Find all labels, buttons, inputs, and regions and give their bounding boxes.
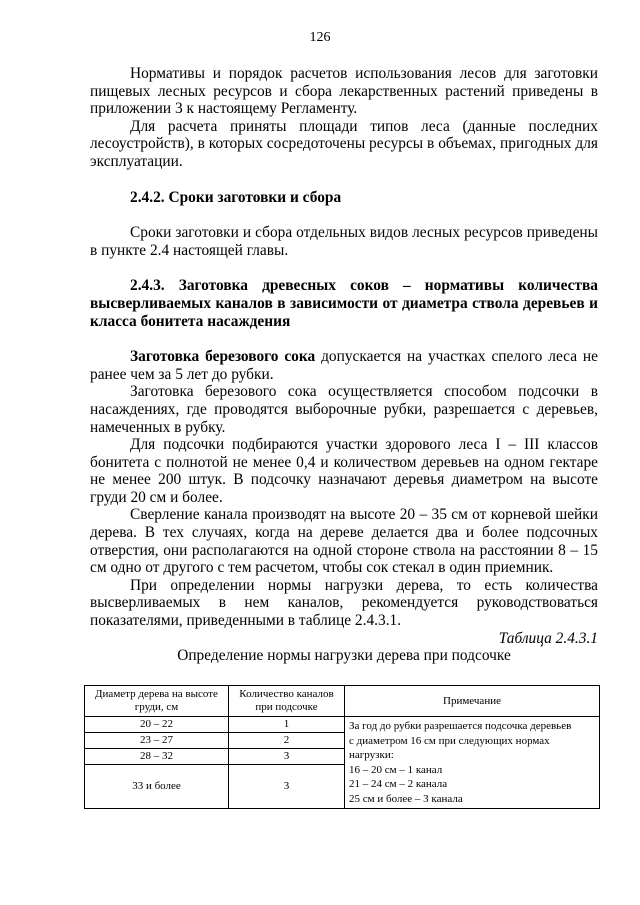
intro-paragraph-1: Нормативы и порядок расчетов использования лесов для заготовки пищевых лесных ресурсов и сбора лекарственных растений приведены в приложении 3 к настоящему Регламенту. xyxy=(90,65,598,118)
birch-sap-bold-term: Заготовка березового сока xyxy=(130,348,316,366)
cell-diameter: 28 – 32 xyxy=(85,749,229,765)
note-line: 25 см и более – 3 канала xyxy=(349,792,463,805)
cell-channels: 2 xyxy=(229,733,345,749)
main-paragraph-2: Для подсочки подбираются участки здорового леса I – III классов бонитета с полнотой не менее 0,4 и количеством деревьев на одном гектаре не менее 200 штук. В подсочку назначают деревья диаметром на высоте груди 20 см и более. xyxy=(90,436,598,506)
main-paragraph-3: Сверление канала производят на высоте 20 – 35 см от корневой шейки дерева. В тех случаях, когда на дереве делается два и более подсочных отверстия, они располагаются на одной стороне ствола на расстоянии 8 – 15 см одно от другого с тем расчетом, чтобы сок стекал в один приемник. xyxy=(90,506,598,577)
section-2-4-2-paragraph: Сроки заготовки и сбора отдельных видов лесных ресурсов приведены в пункте 2.4 настоящей главы. xyxy=(90,224,598,259)
section-heading-2-4-3: 2.4.3. Заготовка древесных соков – нормативы количества высверливаемых каналов в зависимости от диаметра ствола деревьев и класса бонитета насаждения xyxy=(90,277,598,330)
header-diameter: Диаметр дерева на высоте груди, см xyxy=(85,686,229,717)
cell-note xyxy=(345,717,600,809)
section-heading-2-4-2: 2.4.2. Сроки заготовки и сбора xyxy=(130,188,342,206)
note-line: За год до рубки разрешается подсочка деревьев xyxy=(349,720,572,732)
table-title: Определение нормы нагрузки дерева при подсочке xyxy=(177,647,511,665)
main-paragraph-4: При определении нормы нагрузки дерева, то есть количества высверливаемых в нем каналов, рекомендуется руководствоваться показателями, приведенными в таблице 2.4.3.1. xyxy=(90,576,598,630)
page-number: 126 xyxy=(309,30,331,45)
note-line: с диаметром 16 см при следующих нормах xyxy=(349,734,550,747)
header-note: Примечание xyxy=(345,686,600,717)
cell-channels: 3 xyxy=(229,765,345,809)
table-row xyxy=(85,717,600,733)
birch-sap-paragraph xyxy=(90,348,598,383)
page-body xyxy=(90,65,598,665)
cell-channels: 1 xyxy=(229,717,345,733)
cell-channels: 3 xyxy=(229,749,345,765)
cell-diameter: 20 – 22 xyxy=(85,717,229,733)
birch-sap-text: допускается на участках спелого леса не ранее чем за 5 лет до рубки. xyxy=(90,348,598,383)
table-number: Таблица 2.4.3.1 xyxy=(498,629,598,647)
note-line: 21 – 24 см – 2 канала xyxy=(349,778,448,790)
tapping-load-table xyxy=(84,685,600,809)
note-line: 16 – 20 см – 1 канал xyxy=(349,763,443,776)
cell-diameter: 23 – 27 xyxy=(85,733,229,749)
cell-diameter: 33 и более xyxy=(85,765,229,809)
header-channels: Количество каналов при подсочке xyxy=(229,686,345,717)
main-paragraph-1: Заготовка березового сока осуществляется способом подсочки в насаждениях, где проводятся выборочные рубки, разрешается с деревьев, намеченных в рубку. xyxy=(90,383,598,436)
intro-paragraph-2: Для расчета приняты площади типов леса (данные последних лесоустройств), в которых сосредоточены ресурсы в объемах, пригодных для эксплуатации. xyxy=(90,117,598,170)
note-line: нагрузки: xyxy=(349,749,394,761)
table-header-row xyxy=(85,686,600,717)
